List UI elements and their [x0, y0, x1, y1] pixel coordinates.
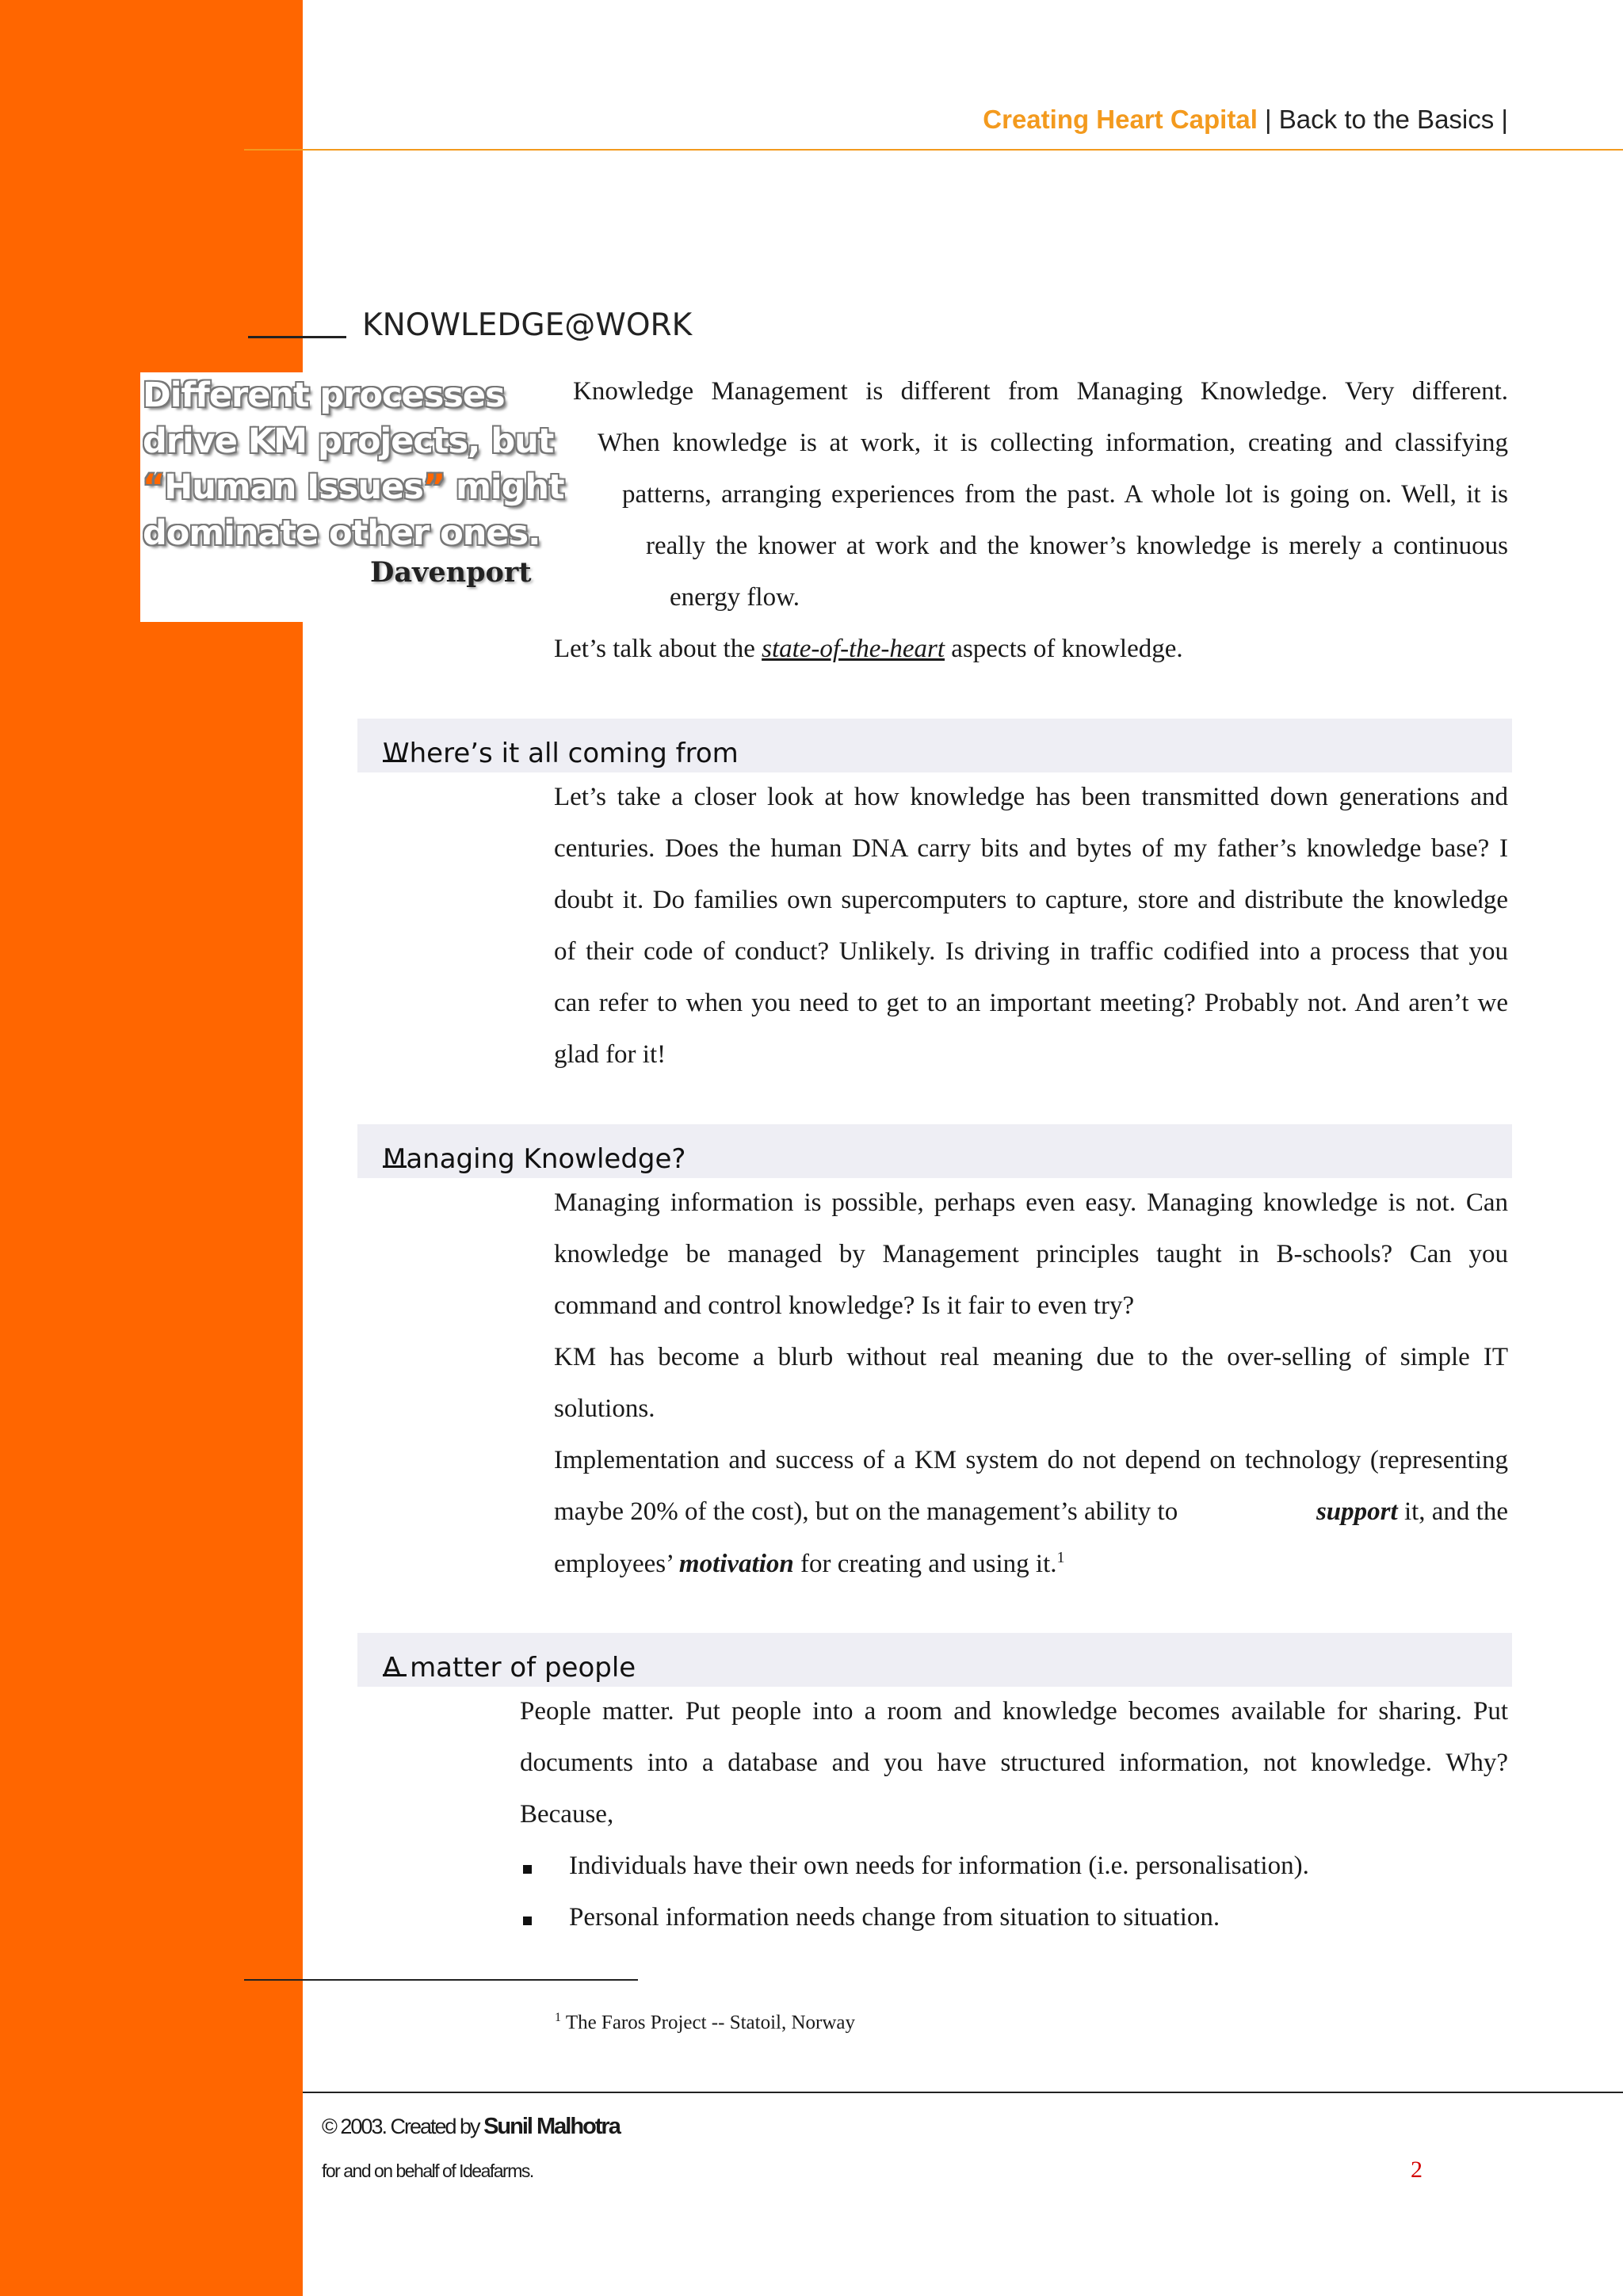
- closing-pre: Let’s talk about the: [554, 635, 755, 663]
- footnote-number: 1: [555, 2011, 561, 2024]
- copyright-prefix: © 2003. Created by: [322, 2115, 479, 2138]
- paragraph-line-motivation: [554, 1549, 1065, 1579]
- paragraph-line: People matter. Put people into a room and knowledge becomes available for sharing. Put: [520, 1697, 1508, 1726]
- behalf-text: for and on behalf of Ideafarms.: [322, 2161, 533, 2181]
- bullet-item: Personal information needs change from situation to situation.: [569, 1903, 1220, 1932]
- page-number: 2: [1411, 2157, 1423, 2183]
- bullet-icon: [523, 1865, 532, 1874]
- section-heading-bar: [357, 1124, 1512, 1178]
- section-heading: Managing Knowledge?: [383, 1143, 686, 1175]
- footnote-text: The Faros Project -- Statoil, Norway: [565, 2012, 856, 2034]
- motivation-post: for creating and using it.: [800, 1550, 1057, 1578]
- section-heading: Where’s it all coming from: [383, 738, 739, 769]
- title-dash: [248, 312, 346, 338]
- section-heading-bar: [357, 1633, 1512, 1687]
- closing-post: aspects of knowledge.: [951, 635, 1183, 663]
- page-header: [983, 105, 1508, 135]
- header-subtitle: Back to the Basics |: [1278, 105, 1508, 134]
- intro-line-3: patterns, arranging experiences from the past. A whole lot is going on. Well, it is: [622, 480, 1508, 509]
- support-pre: maybe 20% of the cost), but on the management’s ability to: [554, 1497, 1178, 1526]
- quote-box: [140, 372, 564, 622]
- paragraph-line-support: [554, 1497, 1508, 1527]
- paragraph-line: Managing information is possible, perhaps even easy. Managing knowledge is not. Can: [554, 1188, 1508, 1217]
- intro-line-5: energy flow.: [670, 583, 800, 612]
- section-heading: A matter of people: [383, 1652, 636, 1684]
- quote-line-3b: might: [456, 467, 564, 507]
- orange-sidebar: [0, 0, 303, 2296]
- footnote: [555, 2011, 855, 2034]
- paragraph-line: Because,: [520, 1800, 614, 1829]
- header-rule: [244, 149, 1623, 151]
- paragraph-line: KM has become a blurb without real meaning due to the over-selling of simple IT: [554, 1343, 1508, 1371]
- motivation-pre: employees’: [554, 1550, 673, 1578]
- bullet-icon: [523, 1917, 532, 1925]
- footnote-ref[interactable]: 1: [1056, 1549, 1065, 1566]
- quote-line-3: Human Issues: [164, 467, 423, 507]
- quote-text: [143, 372, 564, 556]
- support-post: it, and the: [1403, 1497, 1508, 1526]
- copyright: [322, 2114, 620, 2140]
- paragraph-line: documents into a database and you have structured information, not knowledge. Why?: [520, 1749, 1508, 1777]
- support-word: support: [1316, 1497, 1398, 1526]
- header-divider: |: [1265, 105, 1272, 134]
- quote-close-mark: ”: [422, 467, 445, 507]
- paragraph-line: doubt it. Do families own supercomputers to capture, store and distribute the knowledge: [554, 886, 1508, 914]
- quote-open-mark: “: [143, 467, 165, 507]
- intro-line-4: really the knower at work and the knower’s knowledge is merely a continuous: [646, 532, 1508, 560]
- paragraph-line: Implementation and success of a KM system do not depend on technology (representing: [554, 1446, 1508, 1474]
- bullet-item: Individuals have their own needs for information (i.e. personalisation).: [569, 1852, 1309, 1880]
- quote-line-4: dominate other ones.: [143, 513, 540, 553]
- paragraph-line: centuries. Does the human DNA carry bits and bytes of my father’s knowledge base? I: [554, 834, 1508, 863]
- paragraph-line: command and control knowledge? Is it fair to even try?: [554, 1291, 1135, 1320]
- intro-line-2: When knowledge is at work, it is collecting information, creating and classifying: [598, 429, 1508, 457]
- footer-rule: [303, 2092, 1623, 2093]
- paragraph-line: of their code of conduct? Unlikely. Is driving in traffic codified into a process that you: [554, 937, 1508, 966]
- state-of-heart-link[interactable]: state-of-the-heart: [762, 635, 945, 663]
- paragraph-line: can refer to when you need to get to an important meeting? Probably not. And aren’t we: [554, 989, 1508, 1017]
- footnote-rule: [244, 1979, 638, 1981]
- header-brand: Creating Heart Capital: [983, 105, 1258, 134]
- paragraph-line: Let’s take a closer look at how knowledge has been transmitted down generations and: [554, 783, 1508, 811]
- motivation-word: motivation: [678, 1550, 794, 1578]
- quote-line-1: Different processes: [143, 376, 505, 415]
- intro-closing: [554, 635, 1183, 664]
- quote-author: Davenport: [370, 556, 532, 589]
- quote-line-2: drive KM projects, but: [143, 421, 554, 461]
- paragraph-line: glad for it!: [554, 1040, 666, 1069]
- intro-line-1: Knowledge Management is different from Managing Knowledge. Very different.: [573, 377, 1508, 406]
- section-heading-bar: [357, 719, 1512, 772]
- paragraph-line: knowledge be managed by Management principles taught in B-schools? Can you: [554, 1240, 1508, 1268]
- copyright-author: Sunil Malhotra: [483, 2114, 620, 2139]
- paragraph-line: solutions.: [554, 1394, 655, 1423]
- section-title: [248, 307, 692, 343]
- section-title-text: KNOWLEDGE@WORK: [362, 307, 693, 343]
